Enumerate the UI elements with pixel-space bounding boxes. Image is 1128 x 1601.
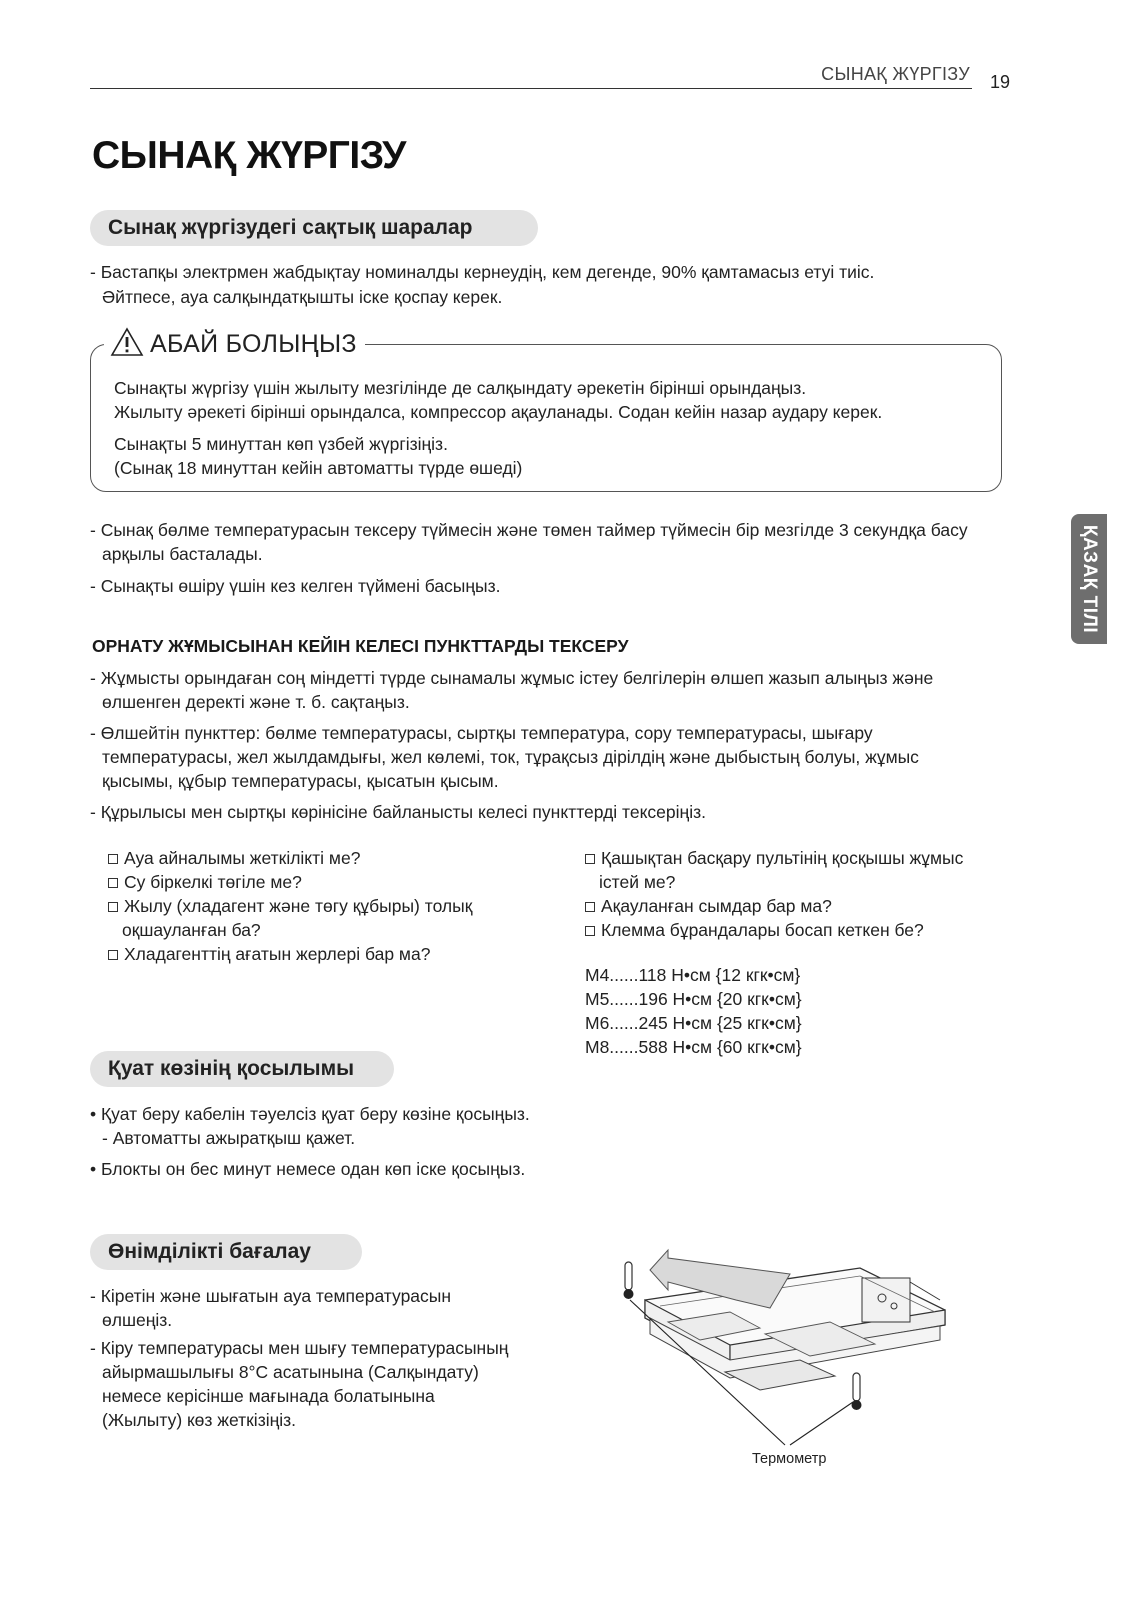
- check-item2-line1: - Өлшейтін пункттер: бөлме температурасы, сыртқы температура, сору температурасы, шығару: [90, 723, 873, 743]
- performance-p2-line2: айырмашылығы 8°C асатынына (Салқындату): [102, 1362, 479, 1382]
- unit-thermometer-figure: [600, 1240, 960, 1450]
- performance-p2-line1: - Кіру температурасы мен шығу температурасының: [90, 1338, 509, 1358]
- checkbox-square-icon: [585, 854, 595, 864]
- checkbox-square-icon: [108, 878, 118, 888]
- checklist-item: Ауа айналымы жеткілікті ме?: [108, 846, 360, 871]
- caution-title: АБАЙ БОЛЫҢЫЗ: [150, 329, 357, 358]
- torque-m5: M5......196 Н•см {20 кгк•см}: [585, 989, 802, 1009]
- caution-header: [104, 328, 365, 360]
- section-heading-safety: Сынақ жүргізудегі сақтық шаралар: [90, 210, 538, 246]
- checklist-item: Қашықтан басқару пультінің қосқышы жұмыс: [585, 846, 963, 871]
- checklist-item: Ақауланған сымдар бар ма?: [585, 894, 832, 919]
- language-tab-label: ҚАЗАҚ ТІЛІ: [1079, 524, 1100, 634]
- performance-p2-line3: немесе керісінше мағынада болатынына: [102, 1386, 435, 1406]
- checklist-item: Су біркелкі төгіле ме?: [108, 870, 302, 895]
- check-heading: ОРНАТУ ЖҰМЫСЫНАН КЕЙІН КЕЛЕСІ ПУНКТТАРДЫ ТЕКСЕРУ: [92, 636, 629, 656]
- warning-triangle-icon: [110, 327, 144, 362]
- checkbox-square-icon: [108, 854, 118, 864]
- stop-line: - Сынақты өшіру үшін кез келген түймені басыңыз.: [90, 576, 501, 596]
- torque-m4: M4......118 Н•см {12 кгк•см}: [585, 965, 801, 985]
- section-heading-power: Қуат көзінің қосылымы: [90, 1051, 394, 1087]
- caution-line3: Сынақты 5 минуттан көп үзбей жүргізіңіз.: [114, 434, 448, 454]
- caution-line2: Жылыту әрекеті бірінші орындалса, компрессор ақауланады. Содан кейін назар аудару керек.: [114, 402, 883, 422]
- start-line1: - Сынақ бөлме температурасын тексеру түймесін және төмен таймер түймесін бір мезгілде 3 секундқа басу: [90, 520, 968, 540]
- safety-intro-line1: - Бастапқы электрмен жабдықтау номиналды кернеудің, кем дегенде, 90% қамтамасыз етуі тиіс.: [90, 262, 875, 282]
- checklist-item-cont: оқшауланған ба?: [122, 920, 261, 940]
- check-item2-line2: температурасы, жел жылдамдығы, жел көлемі, ток, тұрақсыз дірілдің және дыбыстың болуы, жұмыс: [102, 747, 919, 767]
- check-item1-line2: өлшенген деректі және т. б. сақтаңыз.: [102, 692, 410, 712]
- header-rule: [90, 88, 972, 89]
- power-line2: - Автоматты ажыратқыш қажет.: [102, 1128, 356, 1148]
- page-title: СЫНАҚ ЖҮРГІЗУ: [92, 134, 406, 177]
- page-number: 19: [990, 72, 1011, 92]
- check-item2-line3: қысымы, құбыр температурасы, қысатын қысым.: [102, 771, 499, 791]
- caution-line1: Сынақты жүргізу үшін жылыту мезгілінде де салқындату әрекетін бірінші орындаңыз.: [114, 378, 807, 398]
- check-item1-line1: - Жұмысты орындаған соң міндетті түрде сынамалы жұмыс істеу белгілерін өлшеп жазып алыңыз және: [90, 668, 934, 688]
- power-line3: • Блокты он бес минут немесе одан көп іске қосыңыз.: [90, 1159, 526, 1179]
- checklist-item-cont: істей ме?: [599, 872, 676, 892]
- checklist-item: Хладагенттің ағатын жерлері бар ма?: [108, 942, 430, 967]
- checklist-item: Жылу (хладагент және төгу құбыры) толық: [108, 894, 472, 919]
- performance-p1-line1: - Кіретін және шығатын ауа температурасын: [90, 1286, 452, 1306]
- safety-intro-line2: Әйтпесе, ауа салқындатқышты іске қоспау керек.: [102, 287, 503, 307]
- performance-p1-line2: өлшеңіз.: [102, 1310, 173, 1330]
- language-tab: [1071, 514, 1107, 644]
- checkbox-square-icon: [585, 902, 595, 912]
- caution-line4: (Сынақ 18 минуттан кейін автоматты түрде өшеді): [114, 458, 523, 478]
- figure-caption: Термометр: [752, 1451, 827, 1467]
- performance-p2-line4: (Жылыту) көз жеткізіңіз.: [102, 1410, 297, 1430]
- section-heading-performance: Өнімділікті бағалау: [90, 1234, 362, 1270]
- torque-m6: M6......245 Н•см {25 кгк•см}: [585, 1013, 802, 1033]
- power-line1: • Қуат беру кабелін тәуелсіз қуат беру көзіне қосыңыз.: [90, 1104, 530, 1124]
- start-line2: арқылы басталады.: [102, 544, 263, 564]
- torque-m8: M8......588 Н•см {60 кгк•см}: [585, 1037, 802, 1057]
- checklist-item: Клемма бұрандалары босап кеткен бе?: [585, 918, 924, 943]
- running-header-title: СЫНАҚ ЖҮРГІЗУ: [821, 64, 970, 84]
- checkbox-square-icon: [108, 902, 118, 912]
- checkbox-square-icon: [108, 950, 118, 960]
- checkbox-square-icon: [585, 926, 595, 936]
- check-item3-line1: - Құрылысы мен сыртқы көрінісіне байланысты келесі пункттерді тексеріңіз.: [90, 802, 706, 822]
